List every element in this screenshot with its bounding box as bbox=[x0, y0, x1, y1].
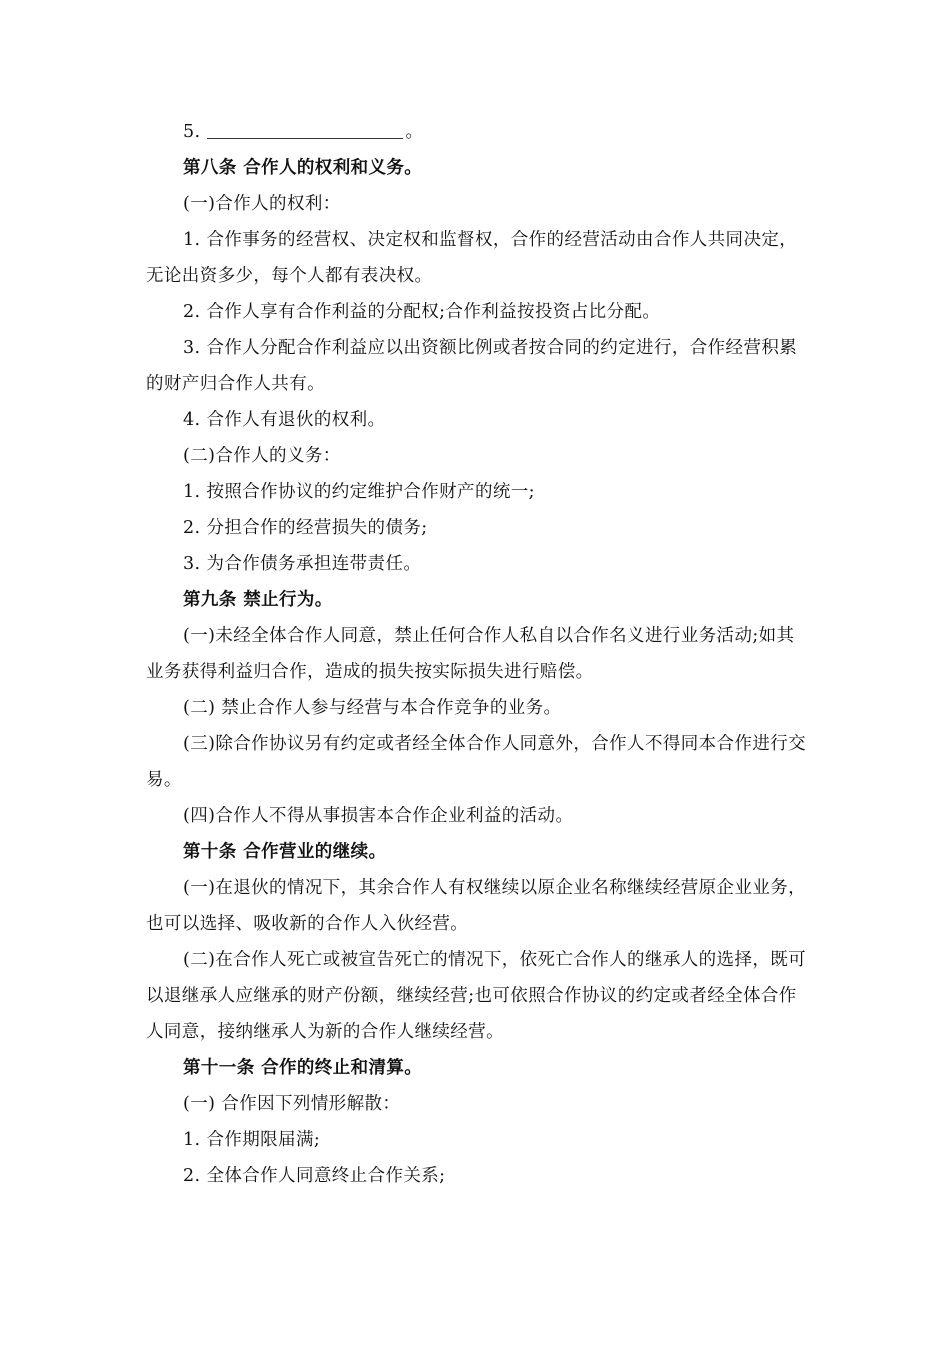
rights-item: 2. 合作人享有合作利益的分配权;合作利益按投资占比分配。 bbox=[183, 302, 661, 322]
item-end-punctuation: 。 bbox=[405, 122, 424, 142]
continuation-item: (一)在退伙的情况下，其余合作人有权继续以原企业名称继续经营原企业业务，也可以选择、吸收新的合作人入伙经营。 bbox=[146, 878, 807, 934]
document-body bbox=[146, 114, 808, 1194]
continuation-item: (二)在合作人死亡或被宣告死亡的情况下，依死亡合作人的继承人的选择，既可以退继承人应继承的财产份额，继续经营;也可依照合作协议的约定或者经全体合作人同意，接纳继承人为新的合作人继续经营。 bbox=[146, 950, 807, 1042]
duties-item: 3. 为合作债务承担连带责任。 bbox=[183, 554, 422, 574]
prohibition-item: (四)合作人不得从事损害本合作企业利益的活动。 bbox=[183, 806, 574, 826]
article-9-heading: 第九条 禁止行为。 bbox=[183, 590, 333, 610]
article-11-heading: 第十一条 合作的终止和清算。 bbox=[183, 1058, 423, 1078]
item-5-blank-line bbox=[146, 114, 808, 150]
fill-in-blank bbox=[207, 120, 403, 139]
dissolution-item: 1. 合作期限届满; bbox=[183, 1130, 321, 1150]
prohibition-item: (三)除合作协议另有约定或者经全体合作人同意外，合作人不得同本合作进行交易。 bbox=[146, 734, 807, 790]
article-8-heading: 第八条 合作人的权利和义务。 bbox=[183, 158, 423, 178]
duties-heading: (二)合作人的义务： bbox=[183, 446, 341, 466]
rights-heading: (一)合作人的权利： bbox=[183, 194, 341, 214]
dissolution-heading: (一) 合作因下列情形解散： bbox=[183, 1094, 401, 1114]
prohibition-item: (二) 禁止合作人参与经营与本合作竞争的业务。 bbox=[183, 698, 562, 718]
rights-item: 4. 合作人有退伙的权利。 bbox=[183, 410, 386, 430]
prohibition-item: (一)未经全体合作人同意，禁止任何合作人私自以合作名义进行业务活动;如其业务获得利益归合作，造成的损失按实际损失进行赔偿。 bbox=[146, 626, 795, 682]
rights-item: 3. 合作人分配合作利益应以出资额比例或者按合同的约定进行，合作经营积累的财产归合作人共有。 bbox=[146, 338, 798, 394]
article-10-heading: 第十条 合作营业的继续。 bbox=[183, 842, 387, 862]
dissolution-item: 2. 全体合作人同意终止合作关系; bbox=[183, 1166, 446, 1186]
item-number: 5. bbox=[183, 122, 201, 142]
rights-item: 1. 合作事务的经营权、决定权和监督权，合作的经营活动由合作人共同决定，无论出资多少，每个人都有表决权。 bbox=[146, 230, 798, 286]
duties-item: 2. 分担合作的经营损失的债务; bbox=[183, 518, 428, 538]
duties-item: 1. 按照合作协议的约定维护合作财产的统一; bbox=[183, 482, 535, 502]
